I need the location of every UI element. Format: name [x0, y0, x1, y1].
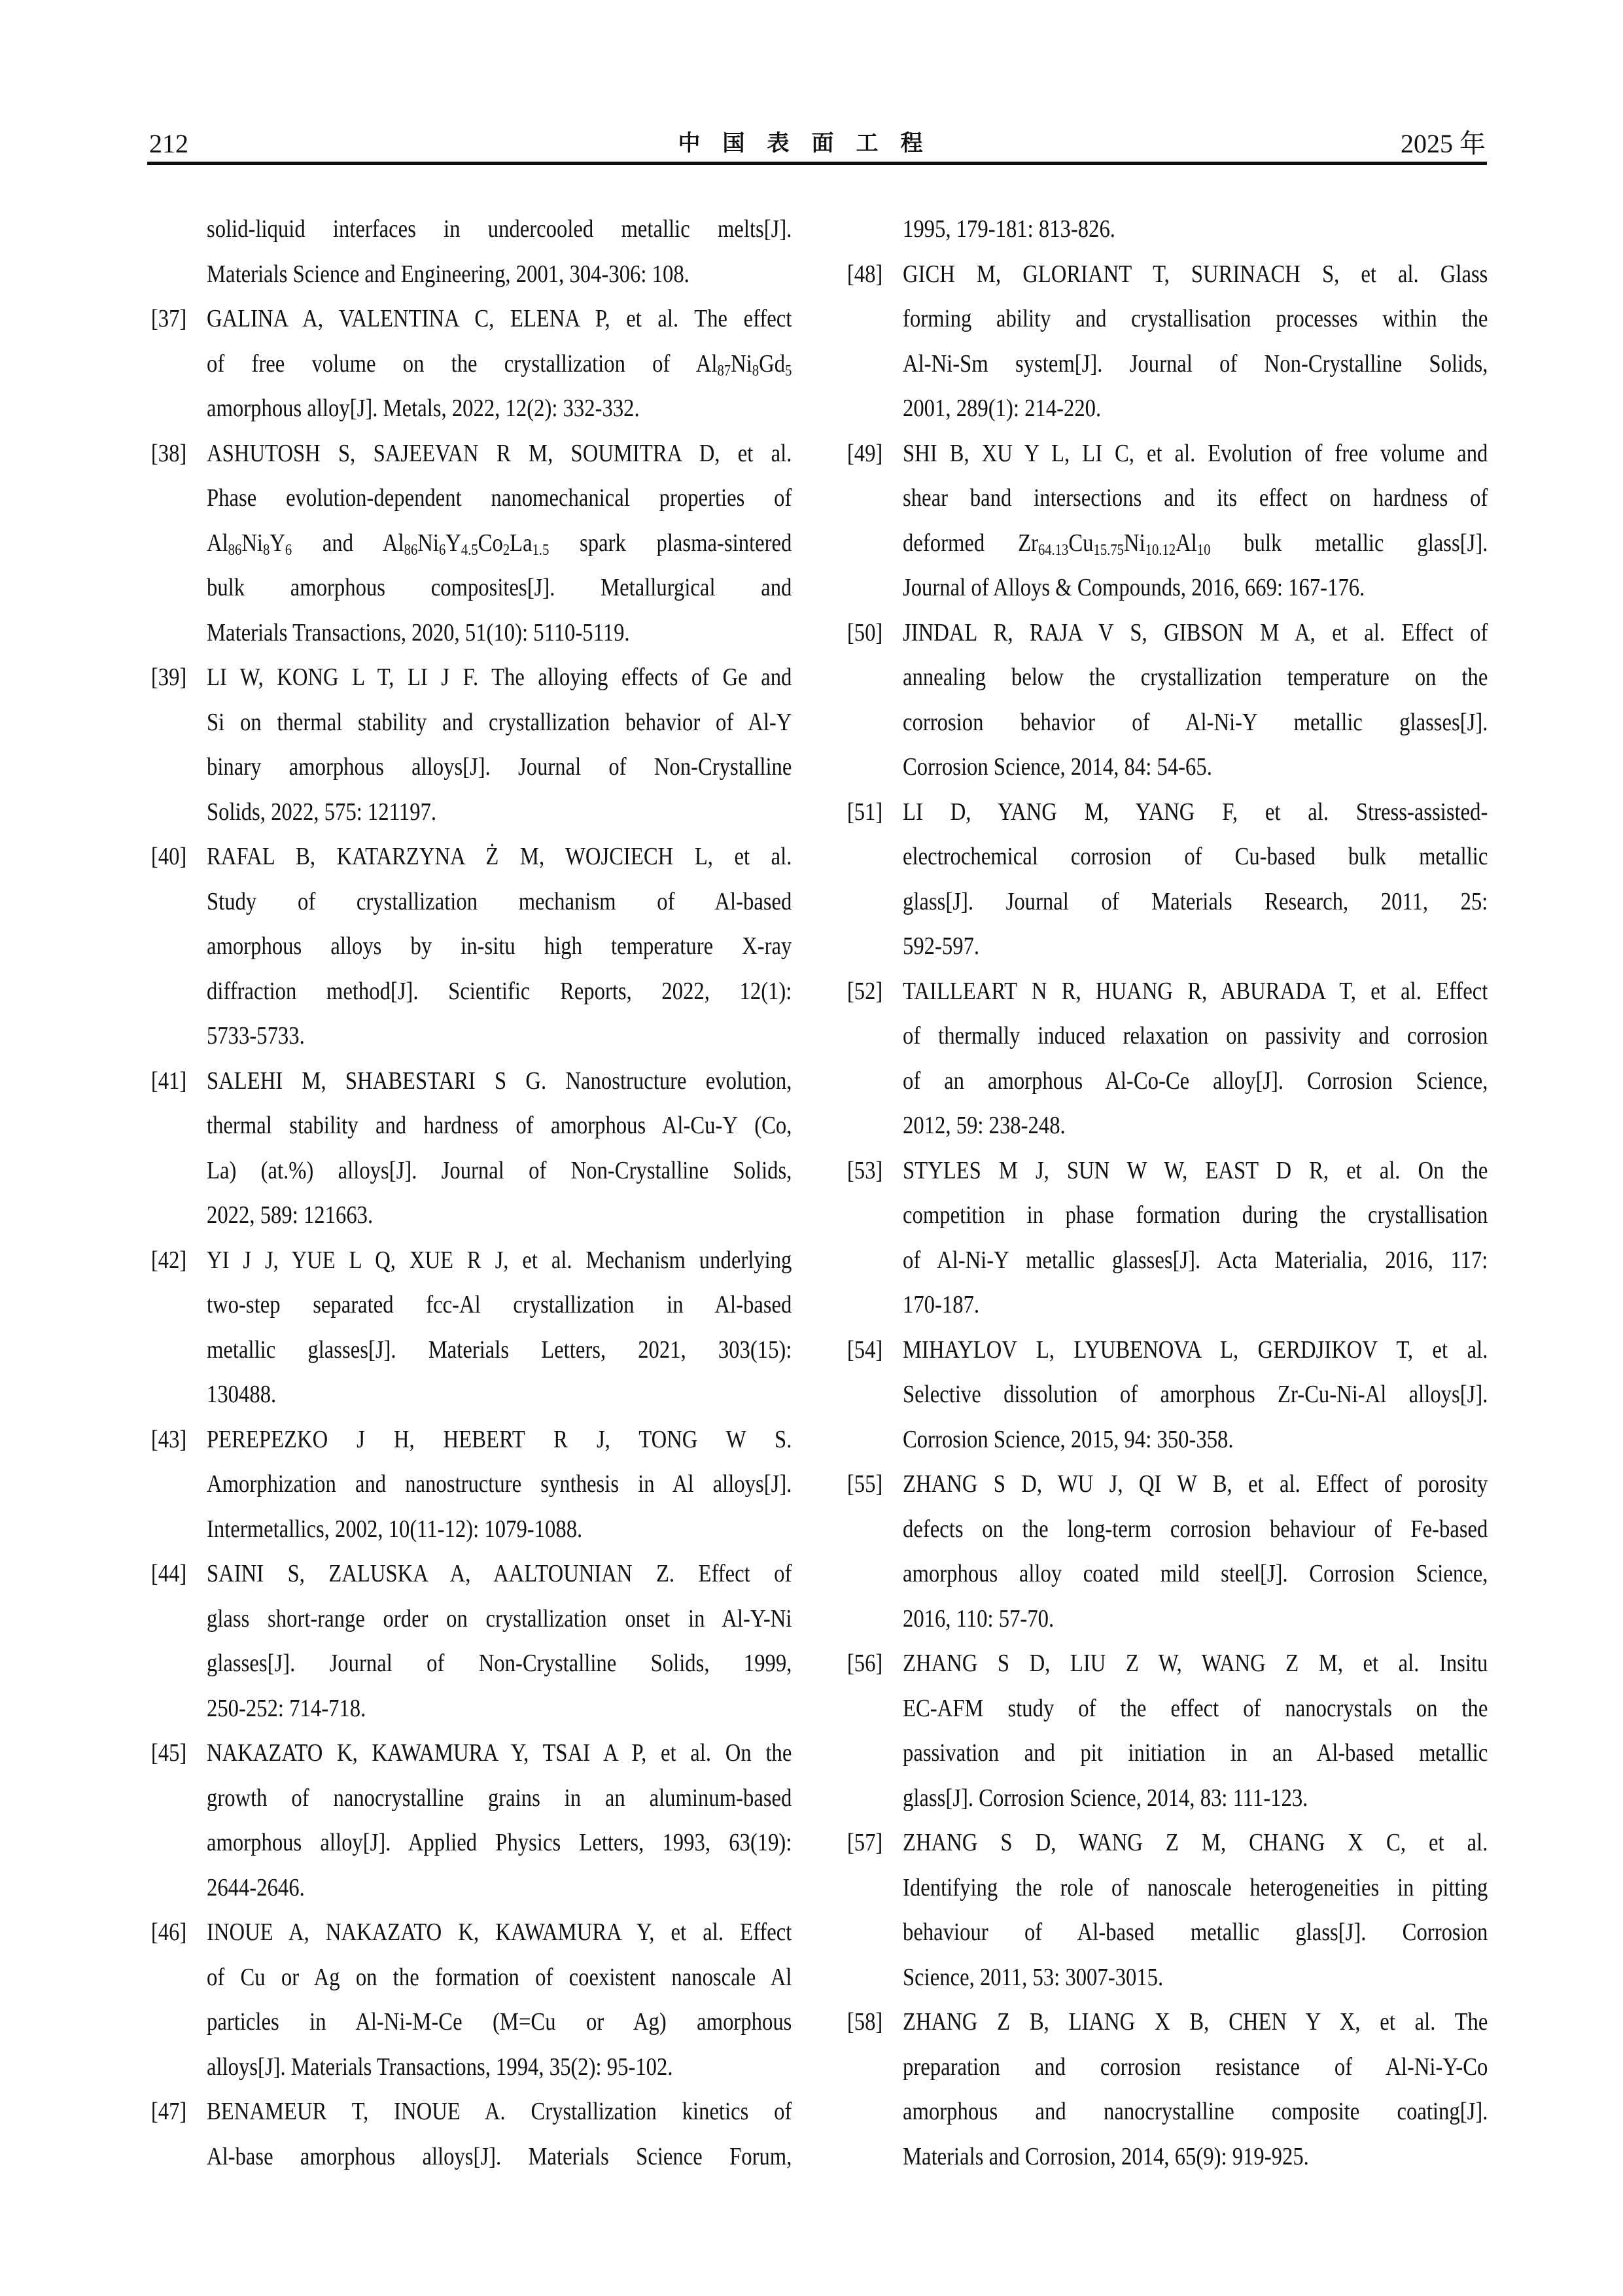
reference-entry	[846, 431, 1488, 610]
reference-entry	[150, 1731, 792, 1910]
reference-line: of free volume on the crystallization of $Al_{87}Ni_8Gd_5$	[207, 349, 792, 380]
reference-line: La) (at.%) alloys[J]. Journal of Non-Crystalline Solids,	[207, 1156, 792, 1184]
reference-number: [54]	[846, 1335, 883, 1364]
reference-number: [47]	[150, 2098, 187, 2125]
subscript: 10.12	[1145, 541, 1176, 559]
reference-line: Al-Ni-Sm system[J]. Journal of Non-Crystalline Solids,	[903, 349, 1488, 378]
reference-line: competition in phase formation during the crystallisation	[903, 1201, 1488, 1229]
reference-number: [53]	[846, 1156, 883, 1184]
reference-number: [49]	[846, 439, 883, 467]
reference-line: SHI B, XU Y L, LI C, et al. Evolution of free volume and	[903, 439, 1488, 467]
reference-entry	[150, 1551, 792, 1731]
reference-line: Science, 2011, 53: 3007-3015.	[903, 1963, 1164, 1991]
reference-entry	[846, 1641, 1488, 1820]
reference-line: 250-252: 714-718.	[207, 1694, 366, 1722]
reference-line: 2012, 59: 238-248.	[903, 1112, 1066, 1139]
references-left-column	[150, 207, 792, 2179]
subscript: 6	[438, 541, 446, 559]
subscript: 8	[752, 362, 759, 380]
subscript: 5	[785, 362, 792, 380]
reference-number: [45]	[150, 1739, 187, 1767]
reference-line: INOUE A, NAKAZATO K, KAWAMURA Y, et al. Effect	[207, 1918, 792, 1946]
reference-line: 170-187.	[903, 1291, 980, 1318]
reference-line: amorphous alloys by in-situ high temperature X-ray	[207, 932, 792, 960]
reference-line: EC-AFM study of the effect of nanocrystals on the	[903, 1694, 1488, 1722]
reference-line: JINDAL R, RAJA V S, GIBSON M A, et al. Effect of	[903, 618, 1488, 646]
reference-line: of Al-Ni-Y metallic glasses[J]. Acta Materialia, 2016, 117:	[903, 1246, 1488, 1274]
reference-line: preparation and corrosion resistance of Al-Ni-Y-Co	[903, 2053, 1488, 2081]
reference-line: deformed $Zr_{64.13}Cu_{15.75}Ni_{10.12}Al_{10}$ bulk metallic glass[J].	[903, 529, 1488, 559]
reference-line: PEREPEZKO J H, HEBERT R J, TONG W S.	[207, 1425, 792, 1453]
reference-line: Materials Transactions, 2020, 51(10): 5110-5119.	[207, 618, 630, 646]
reference-line: Solids, 2022, 575: 121197.	[207, 798, 437, 826]
reference-number: [55]	[846, 1470, 883, 1498]
reference-line: ZHANG S D, WANG Z M, CHANG X C, et al.	[903, 1829, 1488, 1856]
reference-line: ZHANG S D, LIU Z W, WANG Z M, et al. Insitu	[903, 1650, 1488, 1677]
reference-line: metallic glasses[J]. Materials Letters, 2021, 303(15):	[207, 1335, 792, 1364]
subscript: 15.75	[1093, 541, 1124, 559]
reference-entry	[150, 655, 792, 834]
reference-number: [38]	[150, 439, 187, 467]
reference-line: YI J J, YUE L Q, XUE R J, et al. Mechanism underlying	[207, 1246, 792, 1274]
reference-entry	[150, 431, 792, 656]
reference-line: annealing below the crystallization temperature on the	[903, 663, 1488, 691]
reference-line: $Al_{86}Ni_8Y_6$ and $Al_{86}Ni_6Y_{4.5}Co_2La_{1.5}$ spark plasma-sintered	[207, 529, 792, 559]
reference-entry	[846, 790, 1488, 969]
reference-line: 592-597.	[903, 932, 980, 960]
reference-line: thermal stability and hardness of amorphous Al-Cu-Y (Co,	[207, 1112, 792, 1139]
reference-line: forming ability and crystallisation processes within the	[903, 305, 1488, 332]
reference-line: Intermetallics, 2002, 10(11-12): 1079-1088.	[207, 1515, 583, 1543]
subscript: 4.5	[461, 541, 478, 559]
reference-line: of thermally induced relaxation on passivity and corrosion	[903, 1022, 1488, 1050]
subscript: 6	[285, 541, 292, 559]
reference-line: passivation and pit initiation in an Al-based metallic	[903, 1739, 1488, 1767]
reference-entry	[846, 1820, 1488, 2000]
reference-entry	[846, 2000, 1488, 2179]
reference-entry	[846, 1462, 1488, 1641]
reference-line: 1995, 179-181: 813-826.	[903, 215, 1115, 243]
reference-line: 5733-5733.	[207, 1022, 305, 1050]
reference-line: Materials and Corrosion, 2014, 65(9): 919-925.	[903, 2142, 1309, 2170]
reference-number: [52]	[846, 977, 883, 1005]
subscript: 86	[404, 541, 418, 559]
reference-entry	[150, 2089, 792, 2179]
reference-number: [41]	[150, 1067, 187, 1095]
reference-line: 130488.	[207, 1381, 277, 1408]
reference-line: GICH M, GLORIANT T, SURINACH S, et al. Glass	[903, 260, 1488, 288]
reference-line: BENAMEUR T, INOUE A. Crystallization kinetics of	[207, 2098, 792, 2125]
reference-line: amorphous alloy[J]. Metals, 2022, 12(2): 332-332.	[207, 395, 640, 422]
reference-line: TAILLEART N R, HUANG R, ABURADA T, et al. Effect	[903, 977, 1488, 1005]
reference-entry	[150, 1910, 792, 2089]
reference-line: Corrosion Science, 2014, 84: 54-65.	[903, 753, 1212, 781]
reference-line: SAINI S, ZALUSKA A, AALTOUNIAN Z. Effect of	[207, 1560, 792, 1587]
reference-line: ASHUTOSH S, SAJEEVAN R M, SOUMITRA D, et al.	[207, 439, 792, 467]
reference-line: Selective dissolution of amorphous Zr-Cu-Ni-Al alloys[J].	[903, 1381, 1488, 1408]
reference-entry	[846, 610, 1488, 790]
reference-number: [42]	[150, 1246, 187, 1274]
reference-line: Si on thermal stability and crystallization behavior of Al-Y	[207, 708, 792, 736]
subscript: 87	[717, 362, 731, 380]
reference-line: ZHANG S D, WU J, QI W B, et al. Effect of porosity	[903, 1470, 1488, 1498]
reference-line: glass[J]. Journal of Materials Research, 2011, 25:	[903, 887, 1488, 915]
reference-line: LI W, KONG L T, LI J F. The alloying effects of Ge and	[207, 663, 792, 691]
reference-number: [39]	[150, 663, 187, 691]
reference-entry	[846, 969, 1488, 1148]
reference-line: amorphous and nanocrystalline composite coating[J].	[903, 2098, 1488, 2125]
reference-line: amorphous alloy[J]. Applied Physics Letters, 1993, 63(19):	[207, 1829, 792, 1856]
reference-line: binary amorphous alloys[J]. Journal of Non-Crystalline	[207, 753, 792, 781]
issue-year: 2025 年	[1401, 129, 1486, 158]
reference-line: electrochemical corrosion of Cu-based bulk metallic	[903, 843, 1488, 870]
reference-line: Study of crystallization mechanism of Al-based	[207, 887, 792, 915]
reference-line: shear band intersections and its effect on hardness of	[903, 484, 1488, 512]
reference-entry	[846, 252, 1488, 431]
subscript: 64.13	[1038, 541, 1069, 559]
reference-line: diffraction method[J]. Scientific Reports, 2022, 12(1):	[207, 977, 792, 1005]
journal-title: 中国表面工程	[678, 132, 945, 156]
reference-number: [58]	[846, 2008, 883, 2036]
page-number: 212	[149, 129, 188, 158]
reference-number: [40]	[150, 843, 187, 870]
reference-number: [44]	[150, 1560, 187, 1587]
reference-line: 2016, 110: 57-70.	[903, 1604, 1055, 1633]
reference-entry	[150, 1059, 792, 1238]
reference-entry	[150, 296, 792, 431]
reference-line: behaviour of Al-based metallic glass[J]. Corrosion	[903, 1918, 1488, 1946]
reference-line: glass short-range order on crystallization onset in Al-Y-Ni	[207, 1604, 792, 1633]
reference-line: Corrosion Science, 2015, 94: 350-358.	[903, 1425, 1234, 1453]
reference-line: of Cu or Ag on the formation of coexistent nanoscale Al	[207, 1963, 792, 1991]
reference-number: [46]	[150, 1918, 187, 1946]
reference-line: Amorphization and nanostructure synthesis in Al alloys[J].	[207, 1470, 792, 1498]
reference-line: corrosion behavior of Al-Ni-Y metallic glasses[J].	[903, 708, 1488, 736]
reference-number: [48]	[846, 260, 883, 288]
reference-entry	[846, 1148, 1488, 1328]
reference-line: Materials Science and Engineering, 2001, 304-306: 108.	[207, 260, 689, 288]
reference-line: particles in Al-Ni-M-Ce (M=Cu or Ag) amorphous	[207, 2008, 792, 2036]
reference-line: glass[J]. Corrosion Science, 2014, 83: 111-123.	[903, 1784, 1308, 1812]
subscript: 1.5	[532, 541, 550, 559]
reference-entry	[207, 207, 792, 296]
reference-number: [57]	[846, 1829, 883, 1856]
reference-entry	[903, 207, 1488, 252]
reference-line: NAKAZATO K, KAWAMURA Y, TSAI A P, et al. On the	[207, 1739, 792, 1767]
reference-line: 2644-2646.	[207, 1873, 305, 1901]
reference-entry	[150, 1238, 792, 1417]
reference-line: STYLES M J, SUN W W, EAST D R, et al. On the	[903, 1156, 1488, 1184]
reference-entry	[150, 834, 792, 1059]
reference-entry	[150, 1417, 792, 1552]
subscript: 10	[1196, 541, 1211, 559]
header-rule	[147, 162, 1487, 165]
reference-line: Identifying the role of nanoscale heterogeneities in pitting	[903, 1873, 1488, 1901]
reference-number: [50]	[846, 618, 883, 646]
reference-line: SALEHI M, SHABESTARI S G. Nanostructure evolution,	[207, 1067, 792, 1095]
reference-line: RAFAL B, KATARZYNA Ż M, WOJCIECH L, et al.	[207, 843, 792, 870]
subscript: 2	[502, 541, 510, 559]
reference-line: of an amorphous Al-Co-Ce alloy[J]. Corrosion Science,	[903, 1067, 1488, 1095]
reference-line: ZHANG Z B, LIANG X B, CHEN Y X, et al. The	[903, 2008, 1488, 2036]
reference-line: LI D, YANG M, YANG F, et al. Stress-assisted-	[903, 798, 1488, 826]
reference-line: glasses[J]. Journal of Non-Crystalline Solids, 1999,	[207, 1650, 792, 1677]
reference-number: [43]	[150, 1425, 187, 1453]
reference-entry	[846, 1328, 1488, 1462]
reference-number: [37]	[150, 305, 187, 332]
reference-line: MIHAYLOV L, LYUBENOVA L, GERDJIKOV T, et al.	[903, 1335, 1488, 1364]
reference-line: Phase evolution-dependent nanomechanical properties of	[207, 484, 792, 512]
reference-number: [51]	[846, 798, 883, 826]
subscript: 8	[263, 541, 270, 559]
reference-line: Journal of Alloys & Compounds, 2016, 669: 167-176.	[903, 574, 1365, 601]
reference-line: Al-base amorphous alloys[J]. Materials Science Forum,	[207, 2142, 792, 2170]
reference-line: 2022, 589: 121663.	[207, 1201, 374, 1229]
reference-line: bulk amorphous composites[J]. Metallurgical and	[207, 574, 792, 601]
reference-line: alloys[J]. Materials Transactions, 1994, 35(2): 95-102.	[207, 2053, 673, 2081]
reference-line: growth of nanocrystalline grains in an aluminum-based	[207, 1784, 792, 1812]
references-right-column	[846, 207, 1488, 2179]
subscript: 86	[228, 541, 242, 559]
reference-number: [56]	[846, 1650, 883, 1677]
reference-line: 2001, 289(1): 214-220.	[903, 395, 1102, 422]
reference-line: solid-liquid interfaces in undercooled metallic melts[J].	[207, 215, 792, 243]
reference-line: GALINA A, VALENTINA C, ELENA P, et al. The effect	[207, 305, 792, 332]
reference-line: defects on the long-term corrosion behaviour of Fe-based	[903, 1515, 1488, 1543]
reference-line: amorphous alloy coated mild steel[J]. Corrosion Science,	[903, 1560, 1488, 1587]
reference-line: two-step separated fcc-Al crystallization in Al-based	[207, 1291, 792, 1318]
